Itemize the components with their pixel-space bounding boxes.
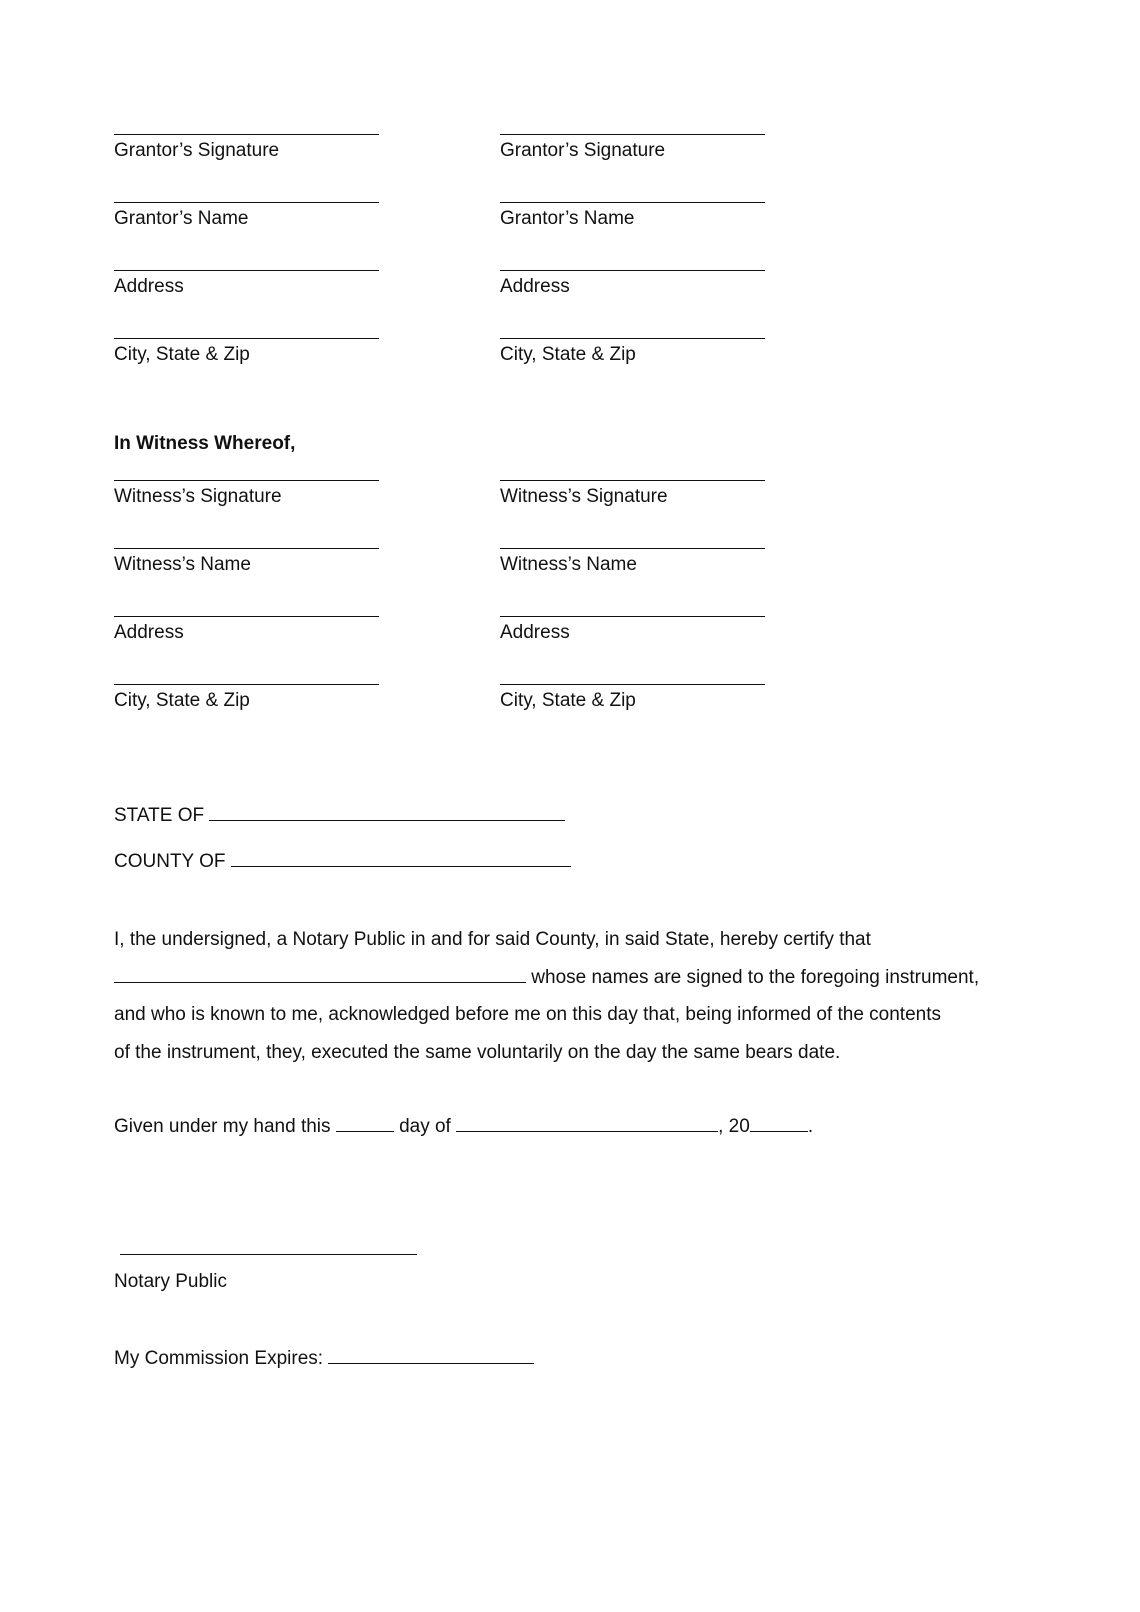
witness-2-name-field[interactable] <box>500 548 765 577</box>
state-row <box>114 802 565 828</box>
field-label: Grantor’s Signature <box>114 140 280 161</box>
given-year-prefix: , 20 <box>718 1116 750 1137</box>
witness-2-city-field[interactable] <box>500 684 765 713</box>
notary-signature-line[interactable] <box>120 1254 417 1255</box>
witness-1-city-field[interactable] <box>114 684 379 713</box>
given-row <box>114 1113 813 1139</box>
certification-line-3: and who is known to me, acknowledged before me on this day that, being informed of the contents <box>114 1004 942 1025</box>
signature-line <box>500 548 765 549</box>
signature-line <box>114 684 379 685</box>
grantor-2-name-field[interactable] <box>500 202 765 231</box>
state-blank[interactable] <box>209 802 565 821</box>
field-label: Witness’s Signature <box>500 486 668 507</box>
state-label: STATE OF <box>114 805 205 826</box>
signature-line <box>500 202 765 203</box>
signature-line <box>114 338 379 339</box>
signature-line <box>500 616 765 617</box>
field-label: City, State & Zip <box>114 344 250 365</box>
commission-row <box>114 1345 534 1371</box>
signature-line <box>500 684 765 685</box>
signature-line <box>114 480 379 481</box>
month-blank[interactable] <box>456 1113 718 1132</box>
witness-heading: In Witness Whereof, <box>114 433 296 454</box>
commission-label: My Commission Expires: <box>114 1348 324 1369</box>
field-label: Address <box>114 622 184 643</box>
county-blank[interactable] <box>231 848 571 867</box>
field-label: City, State & Zip <box>500 690 636 711</box>
field-label: Address <box>500 276 570 297</box>
grantor-1-name-field[interactable] <box>114 202 379 231</box>
signature-line <box>114 202 379 203</box>
witness-2-signature-field[interactable] <box>500 480 765 509</box>
commission-blank[interactable] <box>328 1345 534 1364</box>
field-label: Witness’s Name <box>500 554 637 575</box>
signature-line <box>114 548 379 549</box>
notary-label: Notary Public <box>114 1271 227 1292</box>
witness-1-signature-field[interactable] <box>114 480 379 509</box>
signature-line <box>114 134 379 135</box>
field-label: City, State & Zip <box>500 344 636 365</box>
year-blank[interactable] <box>750 1113 808 1132</box>
county-label: COUNTY OF <box>114 851 226 872</box>
field-label: Witness’s Name <box>114 554 251 575</box>
field-label: City, State & Zip <box>114 690 250 711</box>
signature-line <box>500 480 765 481</box>
grantor-1-city-field[interactable] <box>114 338 379 367</box>
given-day-of: day of <box>399 1116 451 1137</box>
field-label: Address <box>114 276 184 297</box>
signature-line <box>500 338 765 339</box>
grantor-2-address-field[interactable] <box>500 270 765 299</box>
certification-paragraph <box>114 921 1034 1071</box>
certification-line-2-text: whose names are signed to the foregoing instrument, <box>531 966 980 988</box>
witness-1-name-field[interactable] <box>114 548 379 577</box>
grantor-2-city-field[interactable] <box>500 338 765 367</box>
day-blank[interactable] <box>336 1113 394 1132</box>
names-blank[interactable] <box>114 964 526 983</box>
witness-2-address-field[interactable] <box>500 616 765 645</box>
field-label: Witness’s Signature <box>114 486 282 507</box>
field-label: Grantor’s Name <box>114 208 249 229</box>
certification-line-2 <box>114 959 1034 997</box>
field-label: Grantor’s Signature <box>500 140 666 161</box>
certification-line-1: I, the undersigned, a Notary Public in and for said County, in said State, hereby certify that <box>114 929 871 950</box>
witness-1-address-field[interactable] <box>114 616 379 645</box>
signature-line <box>500 270 765 271</box>
certification-line-4: of the instrument, they, executed the same voluntarily on the day the same bears date. <box>114 1041 841 1063</box>
given-end: . <box>807 1116 814 1137</box>
grantor-2-signature-field[interactable] <box>500 134 765 163</box>
signature-line <box>500 134 765 135</box>
county-row <box>114 848 571 874</box>
grantor-1-signature-field[interactable] <box>114 134 379 163</box>
grantor-1-address-field[interactable] <box>114 270 379 299</box>
signature-line <box>114 616 379 617</box>
field-label: Address <box>500 622 570 643</box>
given-prefix: Given under my hand this <box>114 1116 331 1137</box>
signature-line <box>114 270 379 271</box>
field-label: Grantor’s Name <box>500 208 635 229</box>
